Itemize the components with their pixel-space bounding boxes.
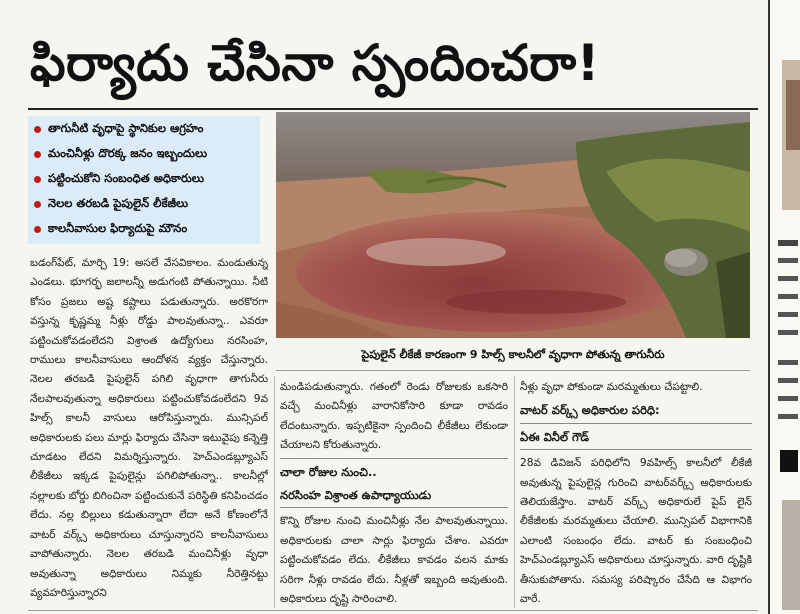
leak-photo-image bbox=[276, 112, 750, 338]
adjacent-article-strip bbox=[768, 0, 800, 614]
column-2-intro: మండిపడుతున్నారు. గతంలో రెండు రోజులకు ఒకసారి వచ్చే మంచినీళ్లు వారానికోసారి కూడా రావడం లేదంటున్నారు. ఇప్పటికైనా స్పందించి లీకేజీలు లేకుండా చేయాలని కోరుతున్నారు. bbox=[280, 381, 508, 452]
column-3-body: 28వ డివిజన్ పరిధిలోని 9వహిల్స్ కాలనీలో లీకేజీ అవుతున్న పైపులైన్ల గురించి వాటర్‌వర్క్స్ అధికారులకు తెలియజేస్తాం. వాటర్ వర్క్స్ అధికారులే పైప్ లైన్ లీకేజీలకు మరమ్మతులు చేయాలి. మున్సిపల్ విభాగానికి ఎలాంటి సంబంధం లేదు. వాటర్ కు సంబంధించి హెచ్‌ఎండబ్ల్యూఎస్ అధికారులు చూస్తున్నారు. వారి దృష్టికి తీసుకుపోతాను. సమస్య పరిష్కారం చేసేది ఆ విభాగం వారే. bbox=[520, 457, 752, 606]
article-column-3 bbox=[520, 378, 752, 608]
subhead-rule bbox=[280, 507, 508, 508]
column-3-intro: నీళ్లు వృధా పోకుండా మరమ్మతులు చేపట్టాలి. bbox=[520, 381, 703, 393]
bullet-dot-icon bbox=[34, 126, 41, 133]
article-column-2 bbox=[280, 378, 508, 608]
bullet-dot-icon bbox=[34, 201, 41, 208]
subhead-rule bbox=[280, 458, 508, 459]
caption-rule bbox=[276, 370, 750, 371]
subhead-rule bbox=[520, 423, 752, 424]
bullet-dot-icon bbox=[34, 176, 41, 183]
bullet-item: నెలల తరబడి పైపులైన్ లీకేజీలు bbox=[34, 194, 188, 214]
column-2-subhead: చాలా రోజుల నుంచి.. bbox=[280, 464, 377, 479]
column-3-subhead: వాటర్ వర్క్స్ అధికారుల పరిధి: bbox=[520, 403, 660, 418]
photo-caption: పైపులైన్ లీకేజీ కారణంగా 9 హిల్స్ కాలనీలో వృధాగా పోతున్న తాగునీరు bbox=[361, 348, 665, 361]
headline: ఫిర్యాదు చేసినా స్పందించరా! bbox=[30, 34, 600, 92]
headline-rule bbox=[28, 108, 758, 110]
column-divider bbox=[514, 376, 515, 608]
bullet-dot-icon bbox=[34, 226, 41, 233]
article-column-1 bbox=[30, 254, 268, 608]
column-2-body: కొన్ని రోజుల నుంచి మంచినీళ్లు నేల పాలవుతున్నాయి. అధికారులకు చాలా సార్లు ఫిర్యాదు చేశాం. ఎవరూ పట్టించుకోవడం లేదు. లీకేజీలు కావడం వలన మాకు సరిగా నీళ్లు రావడం లేదు. నీళ్లతో ఇబ్బంది అవుతుంది. అధికారులు దృష్టి సారించాలి. bbox=[280, 515, 508, 606]
bottom-rule bbox=[28, 610, 758, 611]
news-photo bbox=[276, 112, 750, 338]
column-1-text: బడంగ్‌పేట్, మార్చి 19: అసలే వేసవికాలం. మండుతున్న ఎండలు. భూగర్భ జలాలన్నీ అడుగంటి పోతున్నాయి. నీటి కోసం ప్రజలు అష్ట కష్టాలు పడుతున్నారు. అరకొరగా వస్తున్న కృష్ణమ్మ నీళ్లు రోడ్డు పాలవుతున్నా.. ఎవరూ పట్టించుకోవడంలేదని విశ్రాంత ఉద్యోగులు నరసింహ, రాములు కాలనీవాసులు ఆందోళన వ్యక్తం చేస్తున్నారు. నెలల తరబడి పైపులైన్ పగిలి వృధాగా తాగునీరు నేలపాలవుతున్నా అధికారులు పట్టించుకోవడంలేదని 9వ హిల్స్ కాలనీ వాసులు ఆరోపిస్తున్నారు. మున్సిపల్ అధికారులకు పలు మార్లు ఫిర్యాదు చేసినా ఇటువైపు కన్నెత్తి చూడటం లేదని విమర్శిస్తున్నారు. హెచ్‌ఎండబ్ల్యూఎస్ లీకేజీలు ఇక్కడ పైపులైన్లు పగిలిపోతున్నా.. కాలనీల్లో నల్లాలకు బోర్డు బిగించినా పట్టించుకునే పరిస్థితి కనిపించడం లేదు. నల్ల బిల్లులు కడుతున్నారా లేదా అనే కోణంలోనే వాటర్ వర్క్స్ అధికారులు చూస్తున్నారని కాలనీవాసులు వాపోతున్నారు. నెలల తరబడి మంచినీళ్లు వృధా అవుతున్నా అధికారులు నిమ్మకు నీరెత్తినట్టు వ్యవహరిస్తున్నారని bbox=[30, 257, 268, 599]
side-divider bbox=[768, 0, 770, 614]
bullet-item: కాలనీవాసుల ఫిర్యాదుపై మౌనం bbox=[34, 219, 187, 239]
bullet-item: తాగునీటి వృధాపై స్థానికుల ఆగ్రహం bbox=[34, 119, 204, 139]
bullet-item: పట్టించుకోని సంబంధిత అధికారులు bbox=[34, 169, 204, 189]
bullet-item: మంచినీళ్లు దొరక్క జనం ఇబ్బందులు bbox=[34, 144, 207, 164]
bullet-box bbox=[28, 116, 260, 244]
adjacent-article-fragment bbox=[768, 0, 800, 614]
bullet-dot-icon bbox=[34, 151, 41, 158]
column-2-byline: నరసింహ విశ్రాంత ఉపాధ్యాయుడు bbox=[280, 488, 432, 503]
column-3-byline: ఏఈ వినీల్ గౌడ్ bbox=[520, 429, 590, 444]
column-divider bbox=[274, 376, 275, 608]
subhead-rule bbox=[520, 449, 752, 450]
